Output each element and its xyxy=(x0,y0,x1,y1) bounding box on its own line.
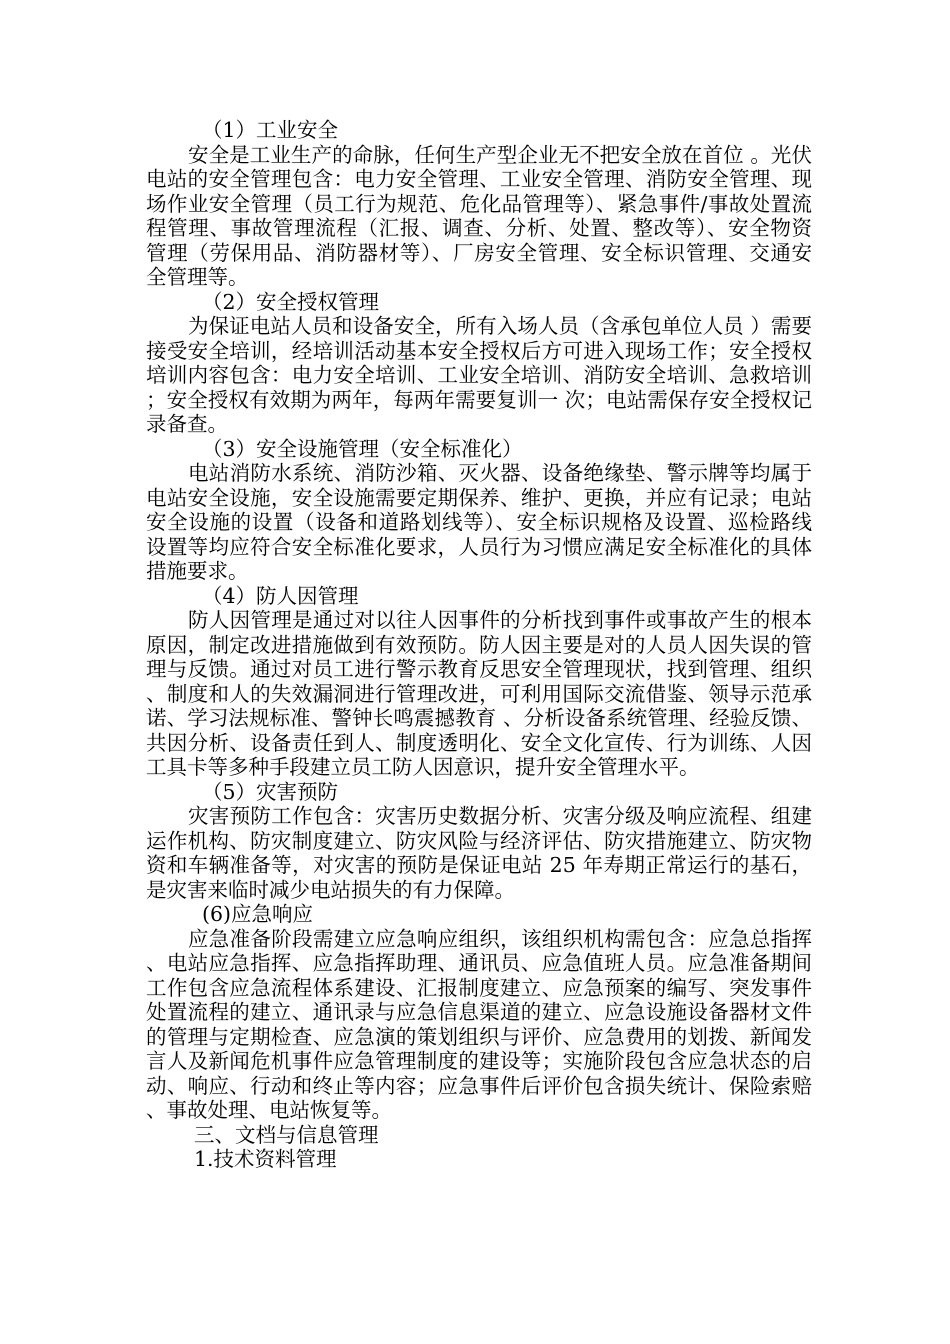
section-heading-safety-facilities: （3）安全设施管理（安全标准化） xyxy=(202,436,523,461)
document-page xyxy=(146,118,812,1172)
section-body-human-factor: 防人因管理是通过对以往人因事件的分析找到事件或事故产生的根本原因，制定改进措施做到有效预防。防人因主要是对的人员人因失误的管理与反馈。通过对员工进行警示教育反思安全管理现状，找到管理、组织、制度和人的失效漏洞进行管理改进，可利用国际交流借鉴、领导示范承诺、学习法规标准、警钟长鸣震撼教育 、分析设备系统管理、经验反馈、共因分析、设备责任到人、制度透明化、安全文化宣传、行为训练、人因工具卡等多种手段建立员工防人因意识，提升安全管理水平。 xyxy=(146,608,812,779)
section-heading-disaster-prevention: （5）灾害预防 xyxy=(202,779,339,804)
section-body-safety-facilities: 电站消防水系统、消防沙箱、灭火器、设备绝缘垫、警示牌等均属于电站安全设施，安全设施需要定期保养、维护、更换，并应有记录；电站安全设施的设置（设备和道路划线等）、安全标识规格及设置、巡检路线设置等均应符合安全标准化要求，人员行为习惯应满足安全标准化的具体措施要求。 xyxy=(146,461,812,583)
section-heading-technical-data-management: 1.技术资料管理 xyxy=(194,1147,337,1171)
section-heading-emergency-response: (6)应急响应 xyxy=(202,902,314,926)
section-body-disaster-prevention: 灾害预防工作包含：灾害历史数据分析、灾害分级及响应流程、组建运作机构、防灾制度建立、防灾风险与经济评估、防灾措施建立、防灾物资和车辆准备等，对灾害的预防是保证电站 25 年寿期正常运行的基石，是灾害来临时减少电站损失的有力保障。 xyxy=(146,804,812,902)
section-heading-industrial-safety: （1）工业安全 xyxy=(202,118,339,142)
section-heading-human-factor: （4）防人因管理 xyxy=(202,583,359,608)
section-body-safety-authorization: 为保证电站人员和设备安全，所有入场人员（含承包单位人员 ）需要接受安全培训，经培训活动基本安全授权后方可进入现场工作；安全授权培训内容包含：电力安全培训、工业安全培训、消防安全培训、急救培训；安全授权有效期为两年，每两年需要复训一 次；电站需保存安全授权记录备查。 xyxy=(146,314,812,436)
section-body-emergency-response: 应急准备阶段需建立应急响应组织，该组织机构需包含：应急总指挥、电站应急指挥、应急指挥助理、通讯员、应急值班人员。应急准备期间工作包含应急流程体系建设、汇报制度建立、应急预案的编写、突发事件处置流程的建立、通讯录与应急信息渠道的建立、应急设施设备器材文件的管理与定期检查、应急演的策划组织与评价、应急费用的划拨、新闻发言人及新闻危机事件应急管理制度的建设等；实施阶段包含应急状态的启动、响应、行动和终止等内容；应急事件后评价包含损失统计、保险索赔、事故处理、电站恢复等。 xyxy=(146,926,812,1122)
section-heading-safety-authorization: （2）安全授权管理 xyxy=(202,289,380,314)
section-body-industrial-safety: 安全是工业生产的命脉，任何生产型企业无不把安全放在首位 。光伏电站的安全管理包含：电力安全管理、工业安全管理、消防安全管理、现场作业安全管理（员工行为规范、危化品管理等）、紧急事件/事故处置流程管理、事故管理流程（汇报、调查、分析、处置、整改等）、安全物资管理（劳保用品、消防器材等）、厂房安全管理、安全标识管理、交通安全管理等。 xyxy=(146,142,812,289)
chapter-heading-document-info-management: 三、文档与信息管理 xyxy=(194,1122,379,1147)
